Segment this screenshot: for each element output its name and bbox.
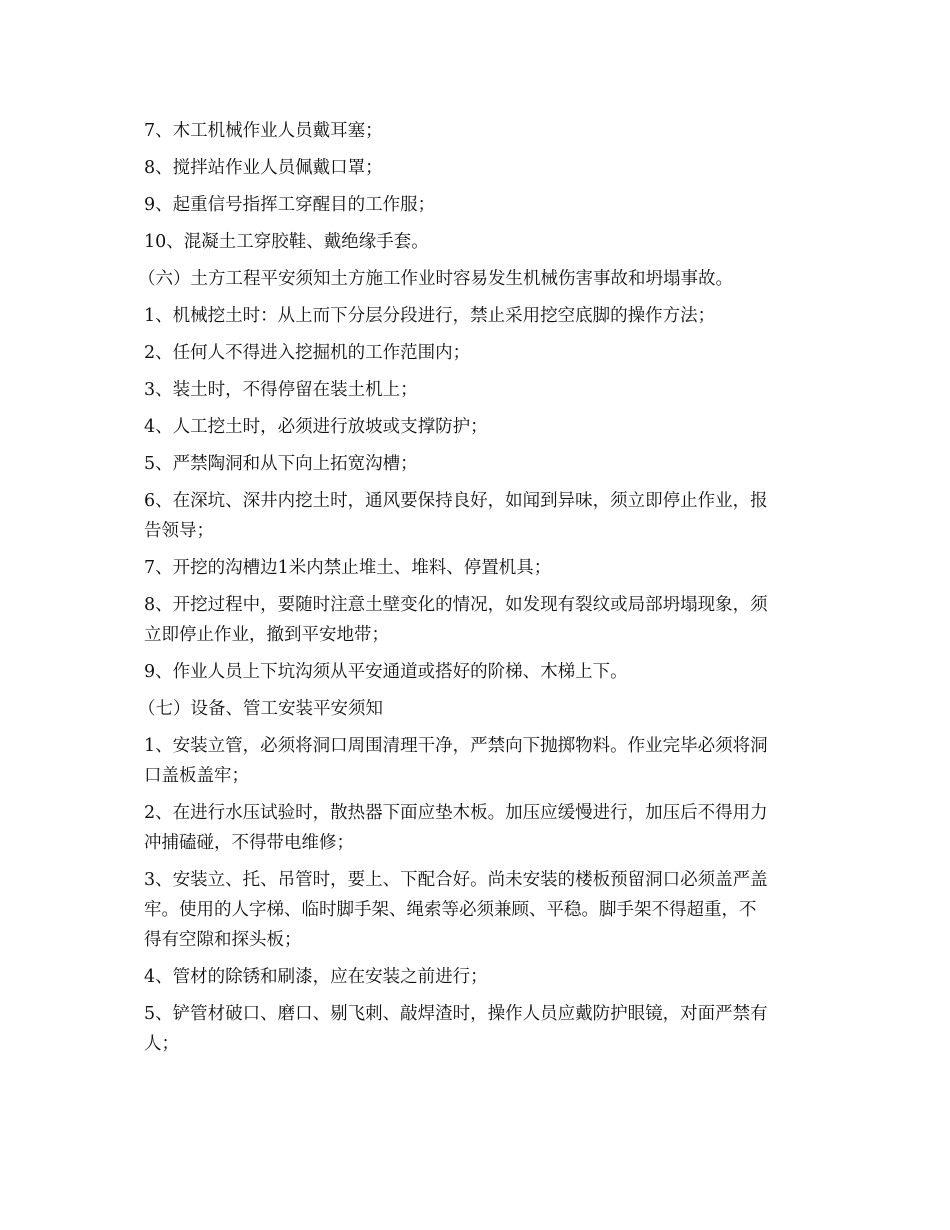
text-line: 6、在深坑、深井内挖土时，通风要保持良好，如闻到异味，须立即停止作业，报 [144, 491, 768, 511]
text-line: 1、安装立管，必须将洞口周围清理干净，严禁向下抛掷物料。作业完毕必须将洞 [144, 736, 768, 756]
text-line: 5、铲管材破口、磨口、剔飞刺、敲焊渣时，操作人员应戴防护眼镜，对面严禁有 [144, 1004, 768, 1024]
text-line: 1、机械挖土时：从上而下分层分段进行，禁止采用挖空底脚的操作方法； [144, 306, 716, 326]
text-line: 7、开挖的沟槽边1米内禁止堆土、堆料、停置机具； [144, 558, 552, 578]
text-line: 10、混凝土工穿胶鞋、戴绝缘手套。 [144, 232, 429, 252]
text-line: 8、开挖过程中，要随时注意土壁变化的情况，如发现有裂纹或局部坍塌现象，须 [144, 595, 768, 615]
text-line: 4、人工挖土时，必须进行放坡或支撑防护； [144, 417, 488, 437]
text-line: 口盖板盖牢； [144, 766, 249, 786]
text-line: 7、木工机械作业人员戴耳塞； [144, 121, 383, 141]
text-line: 8、搅拌站作业人员佩戴口罩； [144, 158, 383, 178]
section-heading: （六）土方工程平安须知土方施工作业时容易发生机械伤害事故和坍塌事故。 [138, 269, 733, 289]
text-line: 得有空隙和探头板； [144, 930, 302, 950]
text-line: 人； [144, 1034, 179, 1054]
text-line: 牢。使用的人字梯、临时脚手架、绳索等必须兼顾、平稳。脚手架不得超重，不 [144, 900, 757, 920]
text-line: 冲捕磕碰，不得带电维修； [144, 833, 354, 853]
text-line: 4、管材的除锈和刷漆，应在安装之前进行； [144, 967, 488, 987]
text-line: 立即停止作业，撤到平安地带； [144, 625, 389, 645]
text-line: 9、作业人员上下坑沟须从平安通道或搭好的阶梯、木梯上下。 [144, 662, 628, 682]
text-line: 2、在进行水压试验时，散热器下面应垫木板。加压应缓慢进行，加压后不得用力 [144, 803, 768, 823]
document-page [138, 116, 814, 1059]
text-line: 3、装土时，不得停留在装土机上； [144, 380, 418, 400]
text-line: 3、安装立、托、吊管时，要上、下配合好。尚未安装的楼板预留洞口必须盖严盖 [144, 870, 768, 890]
text-line: 2、任何人不得进入挖掘机的工作范围内； [144, 343, 471, 363]
section-heading: （七）设备、管工安装平安须知 [138, 699, 383, 719]
text-line: 5、严禁陶洞和从下向上拓宽沟槽； [144, 454, 418, 474]
text-line: 9、起重信号指挥工穿醒目的工作服； [144, 195, 436, 215]
text-line: 告领导； [144, 521, 214, 541]
